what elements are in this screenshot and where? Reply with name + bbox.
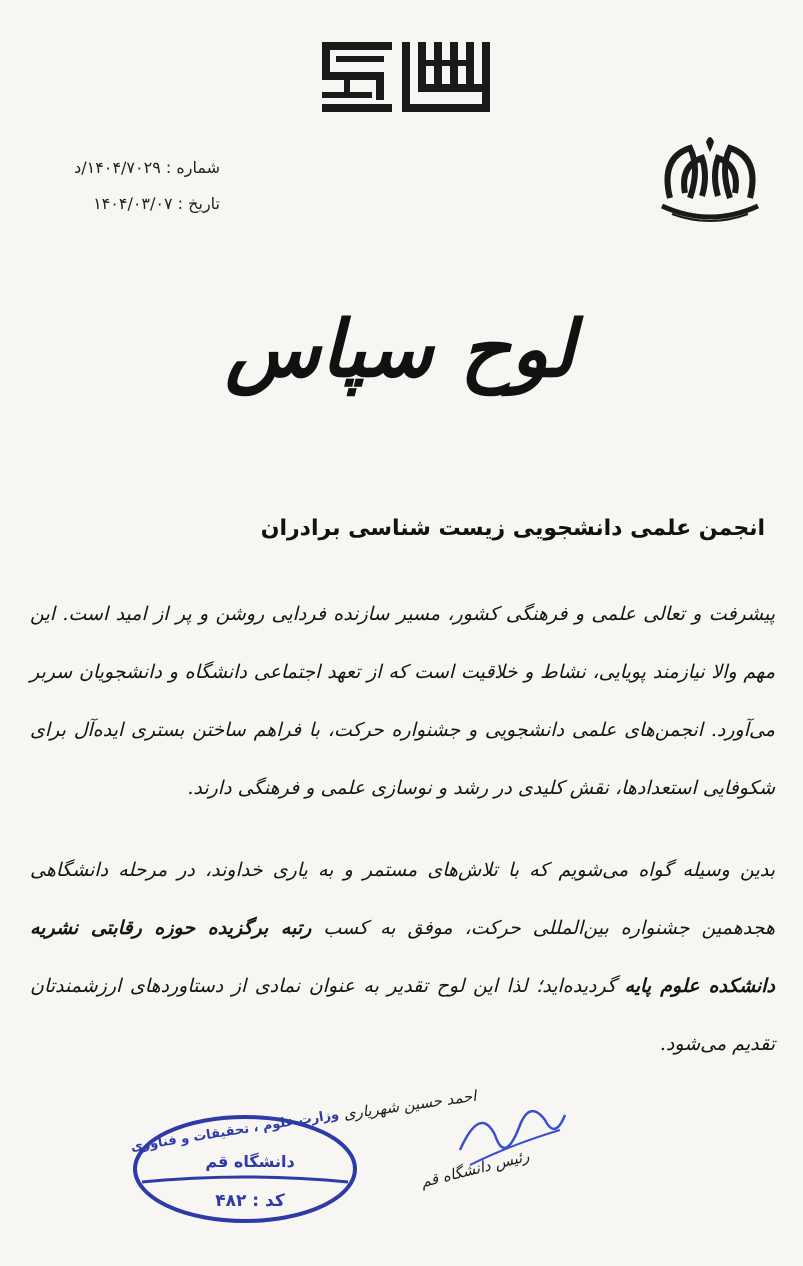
document-number: شماره : ۱۴۰۴/۷۰۲۹/د — [74, 158, 220, 177]
document-date: تاریخ : ۱۴۰۴/۰۳/۰۷ — [93, 194, 220, 213]
signer-role: رئیس دانشگاه قم — [419, 1146, 531, 1192]
award-rank-text: رتبه برگزیده حوزه رقابتی نشریه دانشکده علوم پایه — [30, 917, 775, 997]
stamp-university-text: دانشگاه قم — [205, 1152, 295, 1171]
certificate-body — [30, 585, 775, 1097]
bismillah-emblem-icon — [322, 40, 490, 112]
stamp-code-text: کد : ۴۸۲ — [215, 1191, 285, 1211]
document-meta — [20, 150, 220, 222]
university-logo-icon — [650, 128, 770, 228]
body-paragraph-2 — [30, 841, 775, 1073]
body-paragraph-2-text-end: گردیده‌اید؛ لذا این لوح تقدیر به عنوان نمادی از دستاوردهای ارزشمندتان تقدیم می‌شود. — [30, 975, 775, 1055]
signer-name: احمد حسین شهریاری — [342, 1086, 478, 1124]
body-paragraph-2-text-start: بدین وسیله گواه می‌شویم که با تلاش‌های مستمر و به یاری خداوند، در مرحله دانشگاهی هجدهمین جشنواره بین‌المللی حرکت، موفق به کسب — [30, 859, 775, 939]
recipient-name: انجمن علمی دانشجویی زیست شناسی برادران — [260, 516, 765, 541]
certificate-title: لوح سپاس — [225, 304, 575, 395]
stamp-ministry-text: وزارت علوم ، تحقیقات و فناوری — [129, 1107, 341, 1155]
body-paragraph-1: پیشرفت و تعالی علمی و فرهنگی کشور، مسیر سازنده فردایی روشن و پر از امید است. این مهم والا نیازمند پویایی، نشاط و خلاقیت است که از تعهد اجتماعی دانشگاه و دانشجویان سربر می‌آورد. انجمن‌های علمی دانشجویی و جشنواره حرکت، با فراهم ساختن بستری ایده‌آل برای شکوفایی استعدادها، نقش کلیدی در رشد و نوسازی علمی و فرهنگی دارند. — [30, 603, 775, 799]
